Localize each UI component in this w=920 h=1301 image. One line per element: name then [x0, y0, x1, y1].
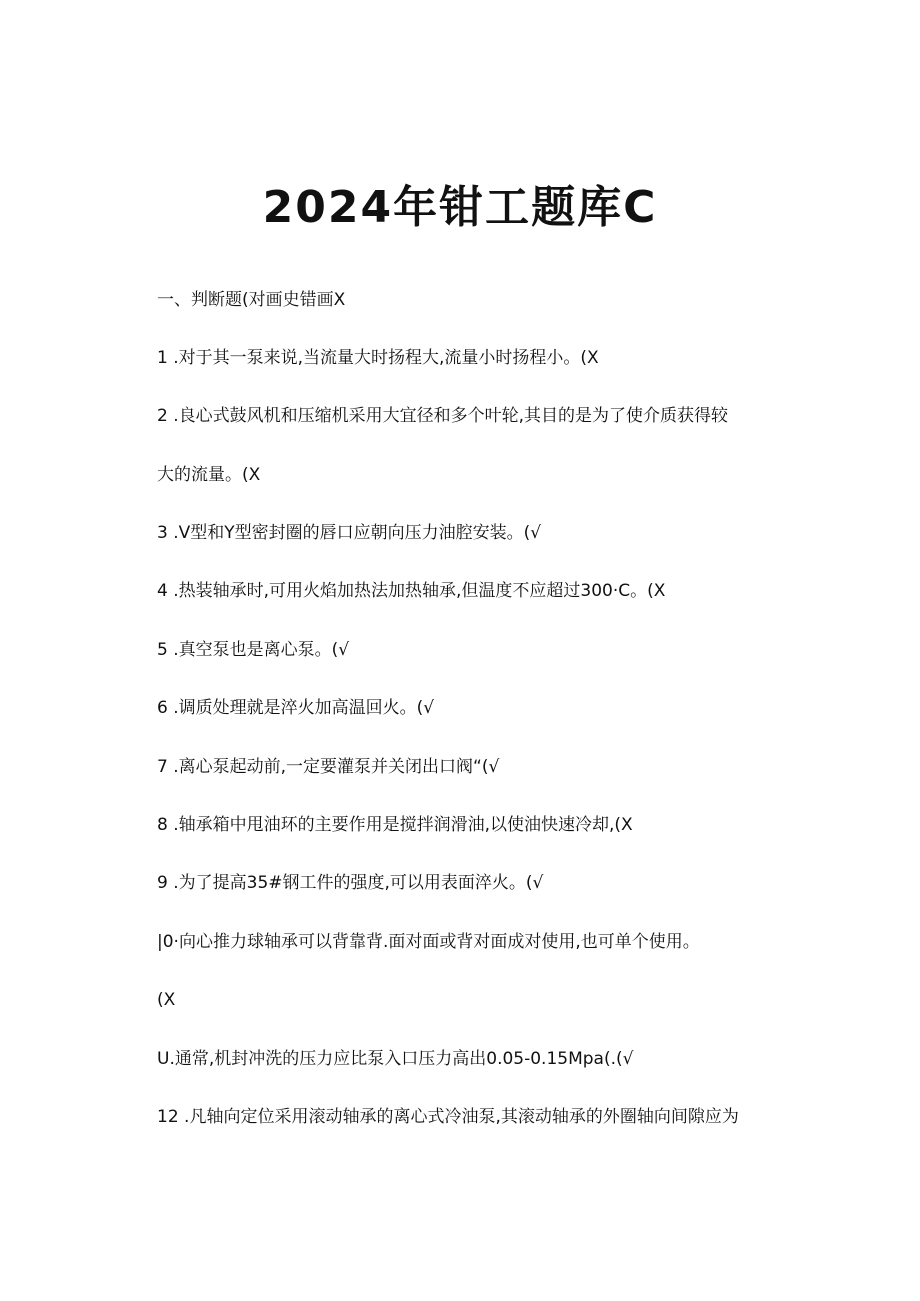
question-line: 6 .调质处理就是淬火加高温回火。(√	[157, 698, 435, 718]
question-line: 2 .良心式鼓风机和压缩机采用大宜径和多个叶轮,其目的是为了使介质获得较	[157, 406, 729, 426]
page-title: 2024年钳工题库C	[262, 182, 658, 233]
question-line: 大的流量。(X	[157, 465, 261, 485]
question-line: (X	[157, 990, 176, 1010]
question-line: 8 .轴承箱中甩油环的主要作用是搅拌润滑油,以使油快速冷却,(X	[157, 815, 633, 835]
question-line: 9 .为了提高35#钢工件的强度,可以用表面淬火。(√	[157, 873, 544, 893]
question-line: U.通常,机封冲洗的压力应比泵入口压力高出0.05-0.15Mpa(.(√	[157, 1049, 634, 1069]
question-line: 3 .V型和Y型密封圈的唇口应朝向压力油腔安装。(√	[157, 523, 542, 543]
question-line: 7 .离心泵起动前,一定要灌泵并关闭出口阀“(√	[157, 757, 500, 777]
question-line: 5 .真空泵也是离心泵。(√	[157, 640, 350, 660]
question-line: |0·向心推力球轴承可以背靠背.面对面或背对面成对使用,也可单个使用。	[157, 932, 700, 952]
question-line: 12 .凡轴向定位采用滚动轴承的离心式冷油泵,其滚动轴承的外圈轴向间隙应为	[157, 1107, 739, 1127]
section-heading: 一、判断题(对画史错画X	[157, 290, 346, 310]
question-line: 1 .对于其一泵来说,当流量大时扬程大,流量小时扬程小。(X	[157, 348, 599, 368]
question-line: 4 .热装轴承时,可用火焰加热法加热轴承,但温度不应超过300·C。(X	[157, 581, 666, 601]
